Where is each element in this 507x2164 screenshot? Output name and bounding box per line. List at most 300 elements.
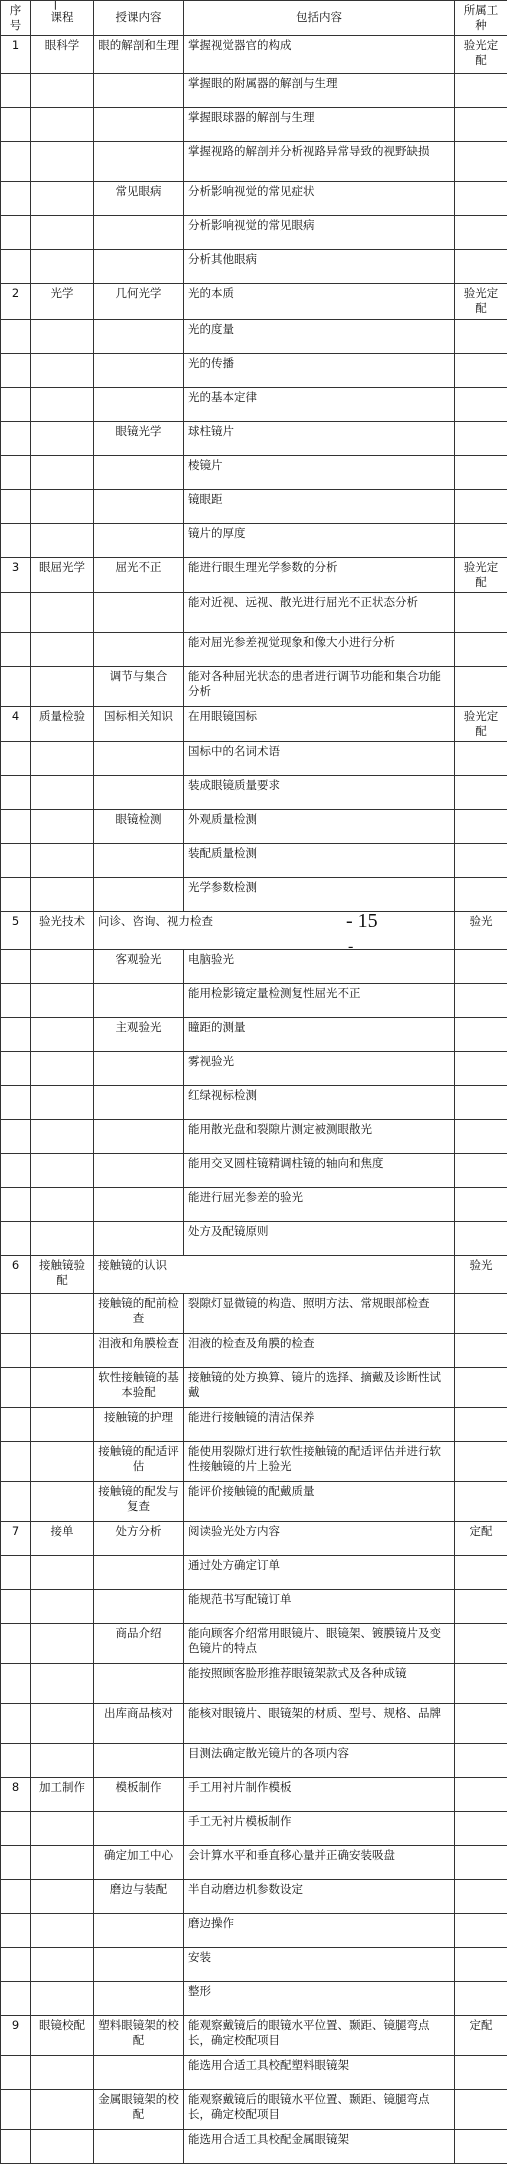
cell-job-type	[455, 809, 507, 843]
cell-course	[31, 1947, 94, 1981]
table-row	[1, 1441, 507, 1481]
cell-course	[31, 1333, 94, 1367]
cell-number	[1, 1743, 31, 1777]
table-row	[1, 1845, 507, 1879]
table-row	[1, 706, 507, 741]
cell-topic: 接触镜的配前检查	[94, 1293, 184, 1333]
cell-content: 掌握视觉器官的构成	[184, 35, 455, 73]
cell-number	[1, 215, 31, 249]
cell-topic: 塑料眼镜架的校配	[94, 2015, 184, 2055]
table-row	[1, 1555, 507, 1589]
cell-topic: 商品介绍	[94, 1623, 184, 1663]
cell-job-type	[455, 1879, 507, 1913]
cell-topic	[94, 592, 184, 632]
cell-number: 5	[1, 911, 31, 949]
cell-number: 9	[1, 2015, 31, 2055]
cell-course	[31, 421, 94, 455]
table-row	[1, 1913, 507, 1947]
cell-course	[31, 1051, 94, 1085]
cell-course	[31, 1981, 94, 2015]
cell-job-type	[455, 319, 507, 353]
cell-job-type	[455, 1555, 507, 1589]
cell-content: 半自动磨边机参数设定	[184, 1879, 455, 1913]
cell-topic	[94, 107, 184, 141]
cell-topic	[94, 2129, 184, 2163]
table-row	[1, 1777, 507, 1811]
cell-content: 能观察戴镜后的眼镜水平位置、颞距、镜腿弯点长，确定校配项目	[184, 2089, 455, 2129]
cell-content: 能对各种屈光状态的患者进行调节功能和集合功能分析	[184, 666, 455, 706]
table-row	[1, 843, 507, 877]
cell-topic	[94, 319, 184, 353]
cell-course	[31, 489, 94, 523]
cell-number	[1, 1663, 31, 1703]
cell-job-type	[455, 249, 507, 283]
cell-content: 分析其他眼病	[184, 249, 455, 283]
table-row	[1, 455, 507, 489]
cell-course	[31, 1623, 94, 1663]
cell-content: 外观质量检测	[184, 809, 455, 843]
cell-number	[1, 1947, 31, 1981]
cell-content: 国标中的名词术语	[184, 741, 455, 775]
cell-number	[1, 1187, 31, 1221]
cell-topic: 眼镜检测	[94, 809, 184, 843]
cell-content: 能使用裂隙灯进行软性接触镜的配适评估并进行软性接触镜的片上验光	[184, 1441, 455, 1481]
cell-topic: 国标相关知识	[94, 706, 184, 741]
cell-content: 光的本质	[184, 283, 455, 319]
cell-job-type	[455, 2055, 507, 2089]
cell-job-type	[455, 1703, 507, 1743]
cell-course	[31, 809, 94, 843]
cell-number	[1, 1367, 31, 1407]
cell-course	[31, 2055, 94, 2089]
cell-job-type	[455, 2129, 507, 2163]
cell-job-type	[455, 1481, 507, 1521]
cell-job-type	[455, 1119, 507, 1153]
table-row	[1, 1407, 507, 1441]
cell-topic	[94, 741, 184, 775]
table-row	[1, 2089, 507, 2129]
cell-course	[31, 1119, 94, 1153]
table-row	[1, 666, 507, 706]
table-row	[1, 809, 507, 843]
cell-number	[1, 1051, 31, 1085]
table-row	[1, 1085, 507, 1119]
cell-number	[1, 877, 31, 911]
cell-course	[31, 1085, 94, 1119]
cell-topic: 处方分析	[94, 1521, 184, 1555]
table-row	[1, 1293, 507, 1333]
cell-number	[1, 249, 31, 283]
cell-job-type	[455, 215, 507, 249]
table-row	[1, 107, 507, 141]
cell-content: 镜眼距	[184, 489, 455, 523]
cell-topic: 接触镜的护理	[94, 1407, 184, 1441]
cell-content: 球柱镜片	[184, 421, 455, 455]
cell-job-type: 验光	[455, 911, 507, 949]
cell-course: 眼科学	[31, 35, 94, 73]
cell-number	[1, 1221, 31, 1255]
header-number: 序号	[1, 1, 31, 36]
cell-topic	[94, 1811, 184, 1845]
header-course: 课程	[31, 1, 94, 36]
cell-job-type	[455, 73, 507, 107]
cell-course	[31, 1153, 94, 1187]
cell-number	[1, 843, 31, 877]
cell-job-type	[455, 1085, 507, 1119]
cell-topic	[94, 2055, 184, 2089]
cell-number	[1, 1333, 31, 1367]
cell-number	[1, 319, 31, 353]
cell-job-type	[455, 877, 507, 911]
cell-job-type	[455, 387, 507, 421]
cell-content: 能规范书写配镜订单	[184, 1589, 455, 1623]
cell-job-type	[455, 775, 507, 809]
cell-topic	[94, 523, 184, 557]
cell-course	[31, 877, 94, 911]
cell-content: 棱镜片	[184, 455, 455, 489]
cell-number	[1, 1407, 31, 1441]
table-row	[1, 181, 507, 215]
table-row	[1, 1255, 507, 1293]
cell-number	[1, 2055, 31, 2089]
cell-number	[1, 1293, 31, 1333]
cell-course	[31, 632, 94, 666]
cell-content: 手工用衬片制作模板	[184, 1777, 455, 1811]
table-row	[1, 741, 507, 775]
cell-course: 加工制作	[31, 1777, 94, 1811]
cell-topic	[94, 73, 184, 107]
cell-job-type	[455, 983, 507, 1017]
cell-number: 1	[1, 35, 31, 73]
cell-job-type	[455, 1743, 507, 1777]
cell-topic	[94, 1187, 184, 1221]
cell-job-type: 验光定配	[455, 706, 507, 741]
cell-topic	[94, 1051, 184, 1085]
table-row	[1, 319, 507, 353]
cell-content: 磨边操作	[184, 1913, 455, 1947]
cell-topic	[94, 1589, 184, 1623]
cell-topic	[94, 632, 184, 666]
cell-course	[31, 2129, 94, 2163]
cell-content: 能用检影镜定量检测复性屈光不正	[184, 983, 455, 1017]
table-row	[1, 73, 507, 107]
header-content: 包括内容	[184, 1, 455, 36]
table-row	[1, 1187, 507, 1221]
cell-content: 泪液的检查及角膜的检查	[184, 1333, 455, 1367]
page-dash: -	[348, 938, 353, 956]
table-row	[1, 283, 507, 319]
cell-course	[31, 1481, 94, 1521]
cell-content: 装配质量检测	[184, 843, 455, 877]
cell-topic	[94, 877, 184, 911]
table-row	[1, 1221, 507, 1255]
cell-course	[31, 1187, 94, 1221]
table-row	[1, 2129, 507, 2163]
cell-job-type: 验光定配	[455, 283, 507, 319]
cell-course	[31, 2089, 94, 2129]
table-row	[1, 2015, 507, 2055]
table-row	[1, 1153, 507, 1187]
table-row	[1, 35, 507, 73]
cell-course	[31, 1407, 94, 1441]
cell-job-type	[455, 666, 507, 706]
cell-course	[31, 523, 94, 557]
table-row	[1, 877, 507, 911]
cell-topic: 出库商品核对	[94, 1703, 184, 1743]
cell-content: 手工无衬片模板制作	[184, 1811, 455, 1845]
cell-content: 镜片的厚度	[184, 523, 455, 557]
cell-topic: 金属眼镜架的校配	[94, 2089, 184, 2129]
cell-topic	[94, 843, 184, 877]
cell-topic	[94, 249, 184, 283]
cell-job-type	[455, 489, 507, 523]
cell-job-type	[455, 1221, 507, 1255]
table-row	[1, 632, 507, 666]
cell-number	[1, 1913, 31, 1947]
cell-job-type	[455, 741, 507, 775]
cell-number	[1, 1981, 31, 2015]
cell-course	[31, 666, 94, 706]
cell-course	[31, 455, 94, 489]
cell-job-type	[455, 141, 507, 181]
cell-content: 安装	[184, 1947, 455, 1981]
cell-content: 能用交叉圆柱镜精调柱镜的轴向和焦度	[184, 1153, 455, 1187]
cell-number: 2	[1, 283, 31, 319]
table-row	[1, 215, 507, 249]
cell-job-type	[455, 1947, 507, 1981]
cell-course: 眼镜校配	[31, 2015, 94, 2055]
table-row	[1, 1017, 507, 1051]
cell-topic	[94, 775, 184, 809]
cell-number	[1, 1589, 31, 1623]
cell-number	[1, 741, 31, 775]
cell-course	[31, 592, 94, 632]
cell-course	[31, 319, 94, 353]
cell-content: 分析影响视觉的常见眼病	[184, 215, 455, 249]
cell-course: 接单	[31, 1521, 94, 1555]
cell-job-type: 定配	[455, 2015, 507, 2055]
cell-content: 光的度量	[184, 319, 455, 353]
header-tick-marks: ‾|‾	[47, 0, 65, 10]
cell-course: 光学	[31, 283, 94, 319]
cell-content: 目测法确定散光镜片的各项内容	[184, 1743, 455, 1777]
cell-topic: 眼镜光学	[94, 421, 184, 455]
table-row	[1, 949, 507, 983]
table-row	[1, 1879, 507, 1913]
cell-topic	[94, 1663, 184, 1703]
cell-course	[31, 843, 94, 877]
cell-course	[31, 387, 94, 421]
cell-content: 能选用合适工具校配金属眼镜架	[184, 2129, 455, 2163]
cell-topic: 接触镜的配适评估	[94, 1441, 184, 1481]
page-number: - 15	[346, 910, 378, 933]
table-row	[1, 1743, 507, 1777]
cell-topic	[94, 489, 184, 523]
cell-number	[1, 523, 31, 557]
cell-number	[1, 666, 31, 706]
table-row	[1, 1521, 507, 1555]
cell-content: 能对近视、远视、散光进行屈光不正状态分析	[184, 592, 455, 632]
cell-number: 6	[1, 1255, 31, 1293]
table-row	[1, 2055, 507, 2089]
cell-content: 光学参数检测	[184, 877, 455, 911]
cell-job-type	[455, 1589, 507, 1623]
cell-job-type	[455, 523, 507, 557]
cell-job-type	[455, 1913, 507, 1947]
table-row	[1, 1589, 507, 1623]
cell-course	[31, 741, 94, 775]
cell-number	[1, 1555, 31, 1589]
cell-topic	[94, 1221, 184, 1255]
cell-number	[1, 489, 31, 523]
cell-course	[31, 1293, 94, 1333]
cell-content: 处方及配镜原则	[184, 1221, 455, 1255]
cell-topic	[94, 1085, 184, 1119]
cell-job-type	[455, 1407, 507, 1441]
cell-number	[1, 809, 31, 843]
cell-job-type	[455, 455, 507, 489]
table-row	[1, 1623, 507, 1663]
cell-number	[1, 181, 31, 215]
cell-spanning-content: 接触镜的认识	[94, 1255, 455, 1293]
cell-number	[1, 1811, 31, 1845]
cell-course	[31, 775, 94, 809]
cell-number	[1, 1703, 31, 1743]
cell-content: 瞳距的测量	[184, 1017, 455, 1051]
cell-course	[31, 1017, 94, 1051]
cell-course	[31, 1845, 94, 1879]
cell-number	[1, 107, 31, 141]
cell-content: 能核对眼镜片、眼镜架的材质、型号、规格、品牌	[184, 1703, 455, 1743]
table-row	[1, 353, 507, 387]
cell-topic: 常见眼病	[94, 181, 184, 215]
cell-topic	[94, 353, 184, 387]
cell-content: 裂隙灯显微镜的构造、照明方法、常规眼部检查	[184, 1293, 455, 1333]
cell-course	[31, 1441, 94, 1481]
cell-course	[31, 1663, 94, 1703]
cell-course	[31, 1367, 94, 1407]
cell-job-type	[455, 1187, 507, 1221]
cell-course	[31, 1221, 94, 1255]
cell-course	[31, 107, 94, 141]
cell-topic: 软性接触镜的基本验配	[94, 1367, 184, 1407]
header-row	[1, 1, 507, 36]
table-row	[1, 911, 507, 949]
table-row	[1, 1947, 507, 1981]
cell-job-type	[455, 2089, 507, 2129]
cell-job-type	[455, 632, 507, 666]
cell-topic: 主观验光	[94, 1017, 184, 1051]
table-row	[1, 983, 507, 1017]
cell-number	[1, 2129, 31, 2163]
cell-topic: 模板制作	[94, 1777, 184, 1811]
cell-course	[31, 983, 94, 1017]
cell-number	[1, 1017, 31, 1051]
cell-topic: 几何光学	[94, 283, 184, 319]
cell-course: 接触镜验配	[31, 1255, 94, 1293]
cell-content: 整形	[184, 1981, 455, 2015]
cell-course	[31, 73, 94, 107]
cell-job-type	[455, 1293, 507, 1333]
cell-number	[1, 2089, 31, 2129]
table-row	[1, 523, 507, 557]
cell-number	[1, 1119, 31, 1153]
cell-job-type: 验光	[455, 1255, 507, 1293]
cell-content: 能进行屈光参差的验光	[184, 1187, 455, 1221]
cell-topic: 调节与集合	[94, 666, 184, 706]
table-row	[1, 775, 507, 809]
cell-content: 能进行接触镜的清洁保养	[184, 1407, 455, 1441]
cell-content: 装成眼镜质量要求	[184, 775, 455, 809]
cell-content: 光的传播	[184, 353, 455, 387]
cell-topic: 泪液和角膜检查	[94, 1333, 184, 1367]
cell-job-type	[455, 181, 507, 215]
table-row	[1, 387, 507, 421]
cell-number: 3	[1, 557, 31, 592]
cell-number: 8	[1, 1777, 31, 1811]
cell-job-type	[455, 1017, 507, 1051]
cell-content: 光的基本定律	[184, 387, 455, 421]
cell-number	[1, 592, 31, 632]
cell-topic: 磨边与装配	[94, 1879, 184, 1913]
cell-number	[1, 73, 31, 107]
cell-course	[31, 353, 94, 387]
cell-course	[31, 215, 94, 249]
cell-job-type	[455, 1845, 507, 1879]
cell-content: 会计算水平和垂直移心量并正确安装吸盘	[184, 1845, 455, 1879]
cell-job-type	[455, 1441, 507, 1481]
cell-number	[1, 775, 31, 809]
cell-content: 掌握眼球器的解剖与生理	[184, 107, 455, 141]
cell-topic	[94, 1743, 184, 1777]
cell-job-type: 验光定配	[455, 35, 507, 73]
cell-course	[31, 1811, 94, 1845]
cell-course	[31, 1703, 94, 1743]
cell-topic: 确定加工中心	[94, 1845, 184, 1879]
table-row	[1, 1051, 507, 1085]
cell-number	[1, 1085, 31, 1119]
cell-content: 能用散光盘和裂隙片测定被测眼散光	[184, 1119, 455, 1153]
table-row	[1, 1663, 507, 1703]
cell-topic	[94, 455, 184, 489]
cell-job-type	[455, 1777, 507, 1811]
cell-course: 质量检验	[31, 706, 94, 741]
cell-topic	[94, 141, 184, 181]
cell-course	[31, 1879, 94, 1913]
cell-content: 通过处方确定订单	[184, 1555, 455, 1589]
cell-job-type	[455, 843, 507, 877]
cell-job-type	[455, 1663, 507, 1703]
cell-job-type: 验光定配	[455, 557, 507, 592]
cell-job-type	[455, 1811, 507, 1845]
cell-content: 接触镜的处方换算、镜片的选择、摘戴及诊断性试戴	[184, 1367, 455, 1407]
cell-course	[31, 1555, 94, 1589]
cell-content: 能对屈光参差视觉现象和像大小进行分析	[184, 632, 455, 666]
cell-content: 能评价接触镜的配戴质量	[184, 1481, 455, 1521]
cell-job-type	[455, 421, 507, 455]
cell-job-type	[455, 1981, 507, 2015]
cell-topic	[94, 1153, 184, 1187]
cell-content: 掌握眼的附属器的解剖与生理	[184, 73, 455, 107]
cell-topic: 接触镜的配发与复查	[94, 1481, 184, 1521]
cell-course	[31, 1743, 94, 1777]
cell-course	[31, 949, 94, 983]
cell-content: 电脑验光	[184, 949, 455, 983]
cell-number	[1, 1623, 31, 1663]
cell-number	[1, 632, 31, 666]
cell-course: 验光技术	[31, 911, 94, 949]
table-row	[1, 421, 507, 455]
